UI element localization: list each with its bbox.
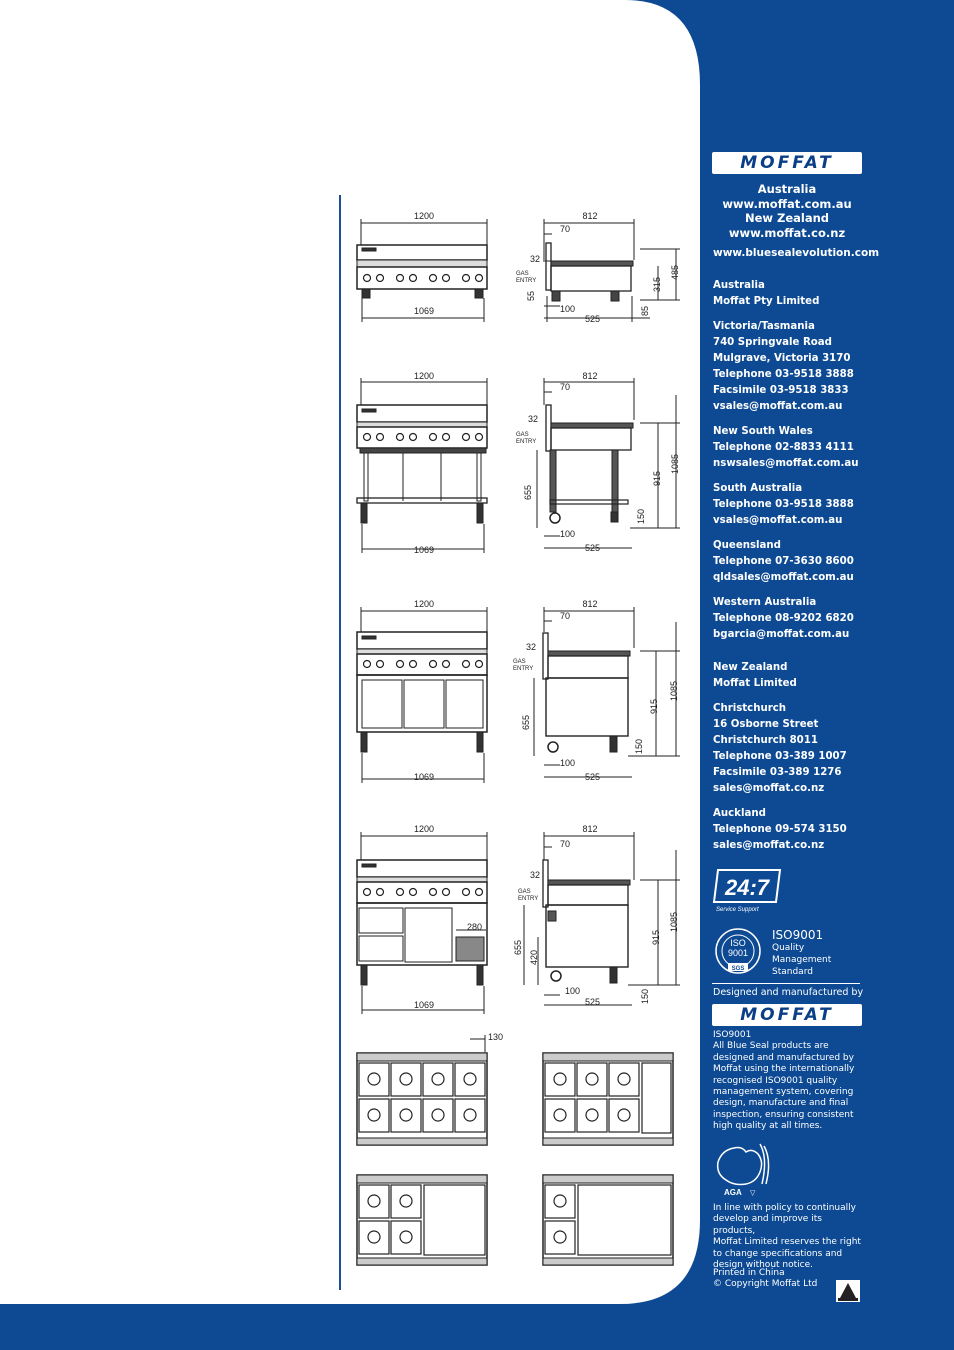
contact-nz [713, 660, 858, 692]
policy-paragraph: In line with policy to continually develop and improve its products, Moffat Limited reserves the right to change specifications and design without notice. [713, 1203, 861, 1271]
contact-line: Facsimile 03-9518 3833 [713, 385, 849, 396]
contact-line: Moffat Pty Limited [713, 296, 820, 307]
contact-email[interactable]: vsales@moffat.com.au [713, 401, 843, 412]
contact-line: Telephone 03-9518 3888 [713, 499, 854, 510]
svg-text:812: 812 [582, 211, 598, 221]
front-view-cabinet [357, 599, 487, 783]
svg-text:32: 32 [530, 870, 541, 880]
svg-text:ENTRY: ENTRY [516, 439, 537, 445]
iso-standard-text: ISO9001 Quality Management Standard [772, 928, 832, 977]
svg-text:812: 812 [582, 599, 598, 609]
aga-certification-icon [712, 1140, 782, 1200]
websites-block [712, 182, 862, 240]
contact-heading: South Australia [713, 483, 803, 494]
contact-qld [713, 538, 858, 586]
svg-text:1085: 1085 [669, 680, 679, 701]
print-certification-icon [836, 1280, 860, 1302]
svg-text:GAS: GAS [516, 432, 529, 438]
moffat-logo: MOFFAT [712, 152, 862, 174]
contact-auckland [713, 806, 858, 854]
svg-text:915: 915 [649, 698, 659, 714]
svg-text:1069: 1069 [413, 1000, 435, 1010]
svg-text:150: 150 [634, 738, 644, 754]
top-view-2-burner-griddle [543, 1175, 673, 1265]
contact-line: Telephone 09-574 3150 [713, 824, 847, 835]
svg-text:525: 525 [585, 314, 601, 324]
contact-line: Telephone 03-389 1007 [713, 751, 847, 762]
top-view-4-burner-griddle [357, 1175, 487, 1265]
contact-line: Telephone 07-3630 8600 [713, 556, 854, 567]
svg-text:32: 32 [528, 414, 539, 424]
svg-text:915: 915 [652, 470, 662, 486]
side-view-refrigerated-base [513, 824, 680, 1007]
contact-email[interactable]: qldsales@moffat.com.au [713, 572, 854, 583]
contact-heading: New Zealand [713, 662, 788, 673]
svg-text:100: 100 [560, 758, 576, 768]
iso-paragraph: ISO9001 All Blue Seal products are designed and manufactured by Moffat using the internationally recognised ISO9001 quality management system, covering design, manufacture and final inspection, ensuring consistent high quality at all times. [713, 1030, 855, 1132]
contact-heading: Australia [713, 280, 765, 291]
contact-heading: Queensland [713, 540, 781, 551]
svg-text:315: 315 [652, 276, 662, 292]
side-view-leg-stand [516, 371, 680, 553]
svg-text:32: 32 [530, 254, 541, 264]
svg-text:32: 32 [526, 642, 537, 652]
top-view-6-burner-griddle [543, 1053, 673, 1145]
svg-text:1200: 1200 [413, 599, 435, 609]
svg-text:AGA: AGA [724, 1188, 742, 1197]
contact-sa [713, 481, 858, 529]
service-24-7-badge [712, 868, 782, 914]
contact-heading: Christchurch [713, 703, 787, 714]
contact-email[interactable]: bgarcia@moffat.com.au [713, 629, 850, 640]
contact-email[interactable]: sales@moffat.co.nz [713, 783, 825, 794]
contact-heading: New South Wales [713, 426, 813, 437]
contact-line: Mulgrave, Victoria 3170 [713, 353, 851, 364]
contact-victoria [713, 319, 858, 415]
dim-1200: 1200 [413, 211, 435, 221]
side-view-bench [516, 211, 680, 324]
top-view-8-burner [357, 1032, 503, 1145]
svg-text:420: 420 [529, 949, 539, 965]
svg-text:655: 655 [521, 714, 531, 730]
contact-christchurch [713, 701, 858, 797]
svg-text:525: 525 [585, 772, 601, 782]
svg-text:70: 70 [560, 382, 571, 392]
svg-text:85: 85 [640, 305, 650, 316]
svg-text:100: 100 [560, 529, 576, 539]
contact-australia [713, 278, 858, 310]
svg-text:150: 150 [636, 508, 646, 524]
svg-text:1200: 1200 [413, 824, 435, 834]
svg-text:1069: 1069 [413, 772, 435, 782]
svg-text:812: 812 [582, 371, 598, 381]
svg-text:ENTRY: ENTRY [518, 896, 539, 902]
svg-text:ENTRY: ENTRY [513, 666, 534, 672]
svg-text:655: 655 [523, 484, 533, 500]
contact-line: Telephone 08-9202 6820 [713, 613, 854, 624]
contact-line: Moffat Limited [713, 678, 797, 689]
contact-email[interactable]: nswsales@moffat.com.au [713, 458, 859, 469]
svg-text:150: 150 [640, 988, 650, 1004]
contact-line: Telephone 03-9518 3888 [713, 369, 854, 380]
svg-text:9001: 9001 [727, 948, 749, 958]
svg-text:GAS: GAS [513, 659, 526, 665]
contact-nsw [713, 424, 858, 472]
svg-text:1069: 1069 [413, 545, 435, 555]
svg-text:70: 70 [560, 224, 571, 234]
svg-text:100: 100 [560, 304, 576, 314]
svg-text:1200: 1200 [413, 371, 435, 381]
svg-text:70: 70 [560, 839, 571, 849]
front-view-leg-stand [357, 371, 487, 555]
contact-heading: Auckland [713, 808, 766, 819]
svg-text:GAS: GAS [516, 271, 529, 277]
contact-line: Telephone 02-8833 4111 [713, 442, 854, 453]
svg-text:130: 130 [488, 1032, 504, 1042]
printed-info: Printed in China © Copyright Moffat Ltd [713, 1268, 818, 1290]
front-view-bench [357, 211, 487, 322]
svg-text:812: 812 [582, 824, 598, 834]
designed-by-label: Designed and manufactured by [713, 987, 864, 998]
front-view-refrigerated-base [357, 824, 487, 1014]
site-url-nz[interactable]: www.moffat.co.nz [728, 225, 846, 240]
svg-text:525: 525 [585, 997, 601, 1007]
contact-heading: Western Australia [713, 597, 817, 608]
contact-email[interactable]: vsales@moffat.com.au [713, 515, 843, 526]
svg-text:1085: 1085 [670, 453, 680, 474]
svg-text:SGS: SGS [731, 966, 745, 972]
svg-text:70: 70 [560, 611, 571, 621]
svg-text:▽: ▽ [750, 1190, 756, 1197]
svg-text:915: 915 [651, 929, 661, 945]
separator [712, 983, 860, 984]
svg-text:525: 525 [585, 543, 601, 553]
contacts-list [713, 278, 858, 863]
svg-text:55: 55 [526, 290, 536, 301]
side-view-cabinet [513, 599, 680, 782]
contact-line: Facsimile 03-389 1276 [713, 767, 842, 778]
contact-line: 740 Springvale Road [713, 337, 832, 348]
svg-text:GAS: GAS [518, 889, 531, 895]
svg-text:1085: 1085 [669, 911, 679, 932]
svg-text:485: 485 [670, 264, 680, 280]
site-country-nz: New Zealand [744, 211, 830, 225]
svg-text:655: 655 [513, 939, 523, 955]
svg-text:ISO: ISO [730, 938, 746, 948]
contact-line: Christchurch 8011 [713, 735, 818, 746]
moffat-logo-footer: MOFFAT [712, 1004, 862, 1026]
contact-heading: Victoria/Tasmania [713, 321, 815, 332]
bluesealevolution-link[interactable]: www.bluesealevolution.com [713, 247, 880, 259]
svg-text:280: 280 [467, 922, 483, 932]
site-country-au: Australia [757, 182, 817, 196]
svg-text:100: 100 [565, 986, 581, 996]
dim-1069: 1069 [413, 306, 435, 316]
contact-email[interactable]: sales@moffat.co.nz [713, 840, 825, 851]
svg-text:24:7: 24:7 [724, 875, 770, 900]
svg-text:ENTRY: ENTRY [516, 278, 537, 284]
site-url-au[interactable]: www.moffat.com.au [722, 196, 852, 211]
svg-text:Service Support: Service Support [716, 907, 759, 913]
contact-line: 16 Osborne Street [713, 719, 819, 730]
contact-wa [713, 595, 858, 643]
